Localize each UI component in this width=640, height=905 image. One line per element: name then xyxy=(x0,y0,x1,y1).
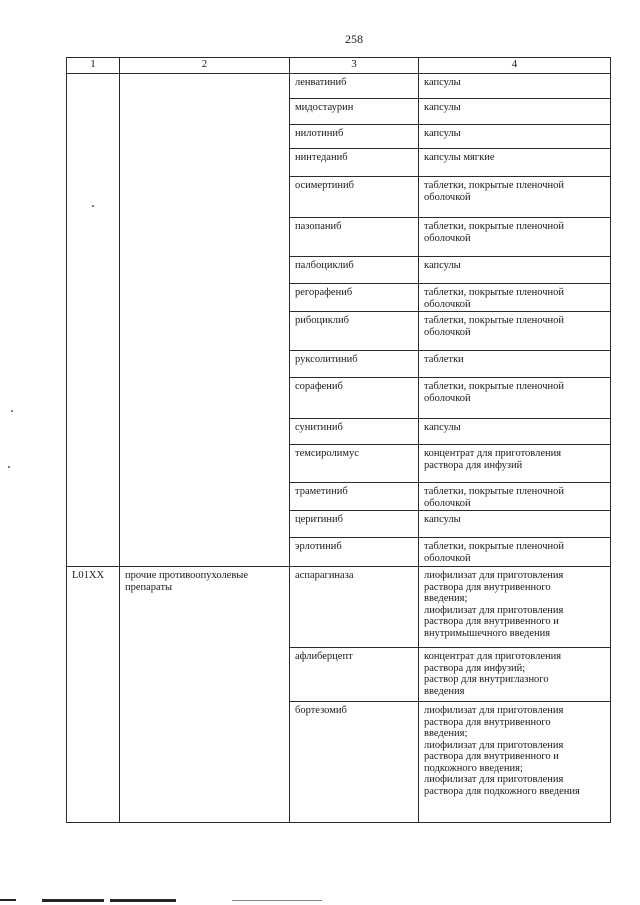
table-header-row xyxy=(67,58,611,74)
column-header-4: 4 xyxy=(419,58,611,74)
dosage-form-cell: капсулы xyxy=(419,125,611,149)
scan-speck xyxy=(11,410,13,412)
drug-name-cell: церитиниб xyxy=(290,511,419,538)
page-number: 258 xyxy=(345,32,363,46)
dosage-form-cell: таблетки, покрытые пленочной оболочкой xyxy=(419,378,611,419)
dosage-form-cell: капсулы xyxy=(419,74,611,99)
table-row xyxy=(67,567,611,648)
drug-name-cell: темсиролимус xyxy=(290,445,419,483)
dosage-form-cell: лиофилизат для приготовления раствора для внутривенного введения; лиофилизат для приготовления раствора для внутривенного и внутримышечного введения xyxy=(419,567,611,648)
dosage-form-cell: концентрат для приготовления раствора для инфузий; раствор для внутриглазного введения xyxy=(419,648,611,702)
dosage-form-cell: капсулы xyxy=(419,99,611,125)
drug-name-cell: аспарагиназа xyxy=(290,567,419,648)
drug-name-cell: мидостаурин xyxy=(290,99,419,125)
drug-name-cell: ленватиниб xyxy=(290,74,419,99)
group-name-cell: прочие противоопухолевые препараты xyxy=(120,567,290,823)
scan-bottom-mark xyxy=(42,899,104,902)
drug-name-cell: осимертиниб xyxy=(290,177,419,218)
dosage-form-cell: лиофилизат для приготовления раствора для внутривенного введения; лиофилизат для приготовления раствора для внутривенного и подкожного введения; лиофилизат для приготовления раствора для подкожного введения xyxy=(419,702,611,823)
drug-name-cell: траметиниб xyxy=(290,483,419,511)
dosage-form-cell: таблетки xyxy=(419,351,611,378)
drug-name-cell: палбоциклиб xyxy=(290,257,419,284)
column-header-1: 1 xyxy=(67,58,120,74)
table-row xyxy=(67,74,611,99)
column-header-2: 2 xyxy=(120,58,290,74)
scan-bottom-mark xyxy=(232,900,322,901)
drug-name-cell: сорафениб xyxy=(290,378,419,419)
atc-code-cell: L01XX xyxy=(67,567,120,823)
drug-name-cell: рибоциклиб xyxy=(290,312,419,351)
column-header-3: 3 xyxy=(290,58,419,74)
dosage-form-cell: капсулы xyxy=(419,419,611,445)
drug-name-cell: руксолитиниб xyxy=(290,351,419,378)
table-body xyxy=(67,74,611,823)
dosage-form-cell: капсулы xyxy=(419,511,611,538)
dosage-form-cell: таблетки, покрытые пленочной оболочкой xyxy=(419,218,611,257)
drug-name-cell: афлиберцепт xyxy=(290,648,419,702)
drug-name-cell: бортезомиб xyxy=(290,702,419,823)
dosage-form-cell: таблетки, покрытые пленочной оболочкой xyxy=(419,177,611,218)
drug-name-cell: нинтеданиб xyxy=(290,149,419,177)
scan-speck xyxy=(8,466,10,468)
drug-name-cell: эрлотиниб xyxy=(290,538,419,567)
dosage-form-cell: таблетки, покрытые пленочной оболочкой xyxy=(419,483,611,511)
dosage-form-cell: таблетки, покрытые пленочной оболочкой xyxy=(419,312,611,351)
scan-bottom-mark xyxy=(110,899,176,902)
drug-name-cell: сунитиниб xyxy=(290,419,419,445)
dosage-form-cell: капсулы мягкие xyxy=(419,149,611,177)
dosage-form-cell: таблетки, покрытые пленочной оболочкой xyxy=(419,538,611,567)
group-name-cell xyxy=(120,74,290,567)
drug-table xyxy=(66,57,611,823)
dosage-form-cell: капсулы xyxy=(419,257,611,284)
dosage-form-cell: концентрат для приготовления раствора для инфузий xyxy=(419,445,611,483)
drug-name-cell: нилотиниб xyxy=(290,125,419,149)
drug-name-cell: пазопаниб xyxy=(290,218,419,257)
drug-name-cell: регорафениб xyxy=(290,284,419,312)
atc-code-cell xyxy=(67,74,120,567)
scan-bottom-mark xyxy=(0,899,16,901)
dosage-form-cell: таблетки, покрытые пленочной оболочкой xyxy=(419,284,611,312)
scan-speck xyxy=(92,205,94,207)
